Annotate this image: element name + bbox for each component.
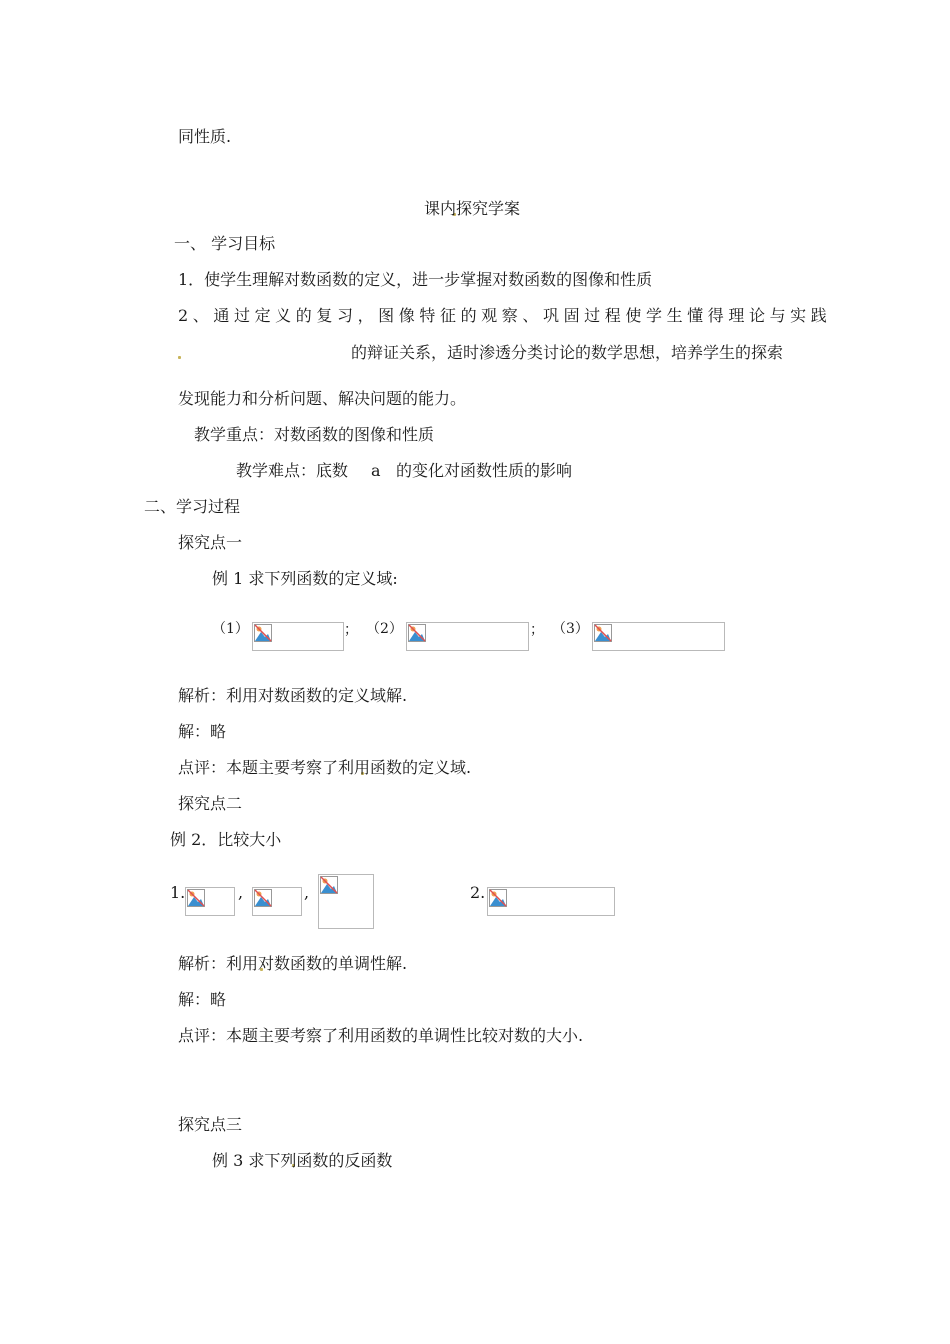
difficulty-variable: a (371, 461, 381, 480)
separator: ； (344, 622, 358, 638)
goal-item: 1．使学生理解对数函数的定义，进一步掌握对数函数的图像和性质 (178, 270, 653, 289)
subsection-title: 探究点一 (178, 533, 243, 552)
page-title: 课内探究学案 (424, 199, 521, 218)
solution: 解：略 (178, 990, 227, 1009)
item-label: （2） (366, 621, 403, 637)
separator: , (238, 883, 244, 902)
difficulty-label: 教学难点：底数 (236, 461, 349, 480)
stray-mark (178, 356, 181, 359)
goal-item: 2、通过定义的复习，图像特征的观察、巩固过程使学生懂得理论与实践 (178, 306, 832, 325)
example-heading: 例 2．比较大小 (170, 830, 282, 849)
formula-image (406, 622, 529, 651)
formula-image (252, 887, 302, 916)
broken-image-icon (187, 889, 205, 907)
solution: 解：略 (178, 722, 227, 741)
continued-text: 同性质. (178, 127, 232, 146)
broken-image-icon (320, 876, 338, 894)
comment: 点评：本题主要考察了利用函数的定义域. (178, 758, 472, 777)
analysis: 解析：利用对数函数的定义域解. (178, 686, 408, 705)
subsection-title: 探究点三 (178, 1115, 243, 1134)
formula-image (318, 874, 374, 929)
section-heading: 一、 学习目标 (174, 234, 276, 253)
section-heading: 二、学习过程 (144, 497, 241, 516)
broken-image-icon (254, 889, 272, 907)
separator: ； (530, 622, 544, 638)
item-label: 2. (470, 883, 486, 902)
example-heading: 例 3 求下列函数的反函数 (212, 1151, 393, 1170)
analysis: 解析：利用对数函数的单调性解. (178, 954, 408, 973)
item-label: （1） (212, 621, 249, 637)
key-point: 教学重点：对数函数的图像和性质 (194, 425, 435, 444)
formula-image (252, 622, 344, 651)
goal-item-continued: 的辩证关系，适时渗透分类讨论的数学思想，培养学生的探索 (351, 343, 784, 362)
comment: 点评：本题主要考察了利用函数的单调性比较对数的大小. (178, 1026, 584, 1045)
item-label: （3） (552, 621, 589, 637)
broken-image-icon (489, 889, 507, 907)
separator: , (304, 883, 310, 902)
broken-image-icon (254, 624, 272, 642)
broken-image-icon (408, 624, 426, 642)
formula-image (487, 887, 615, 916)
subsection-title: 探究点二 (178, 794, 243, 813)
example-heading: 例 1 求下列函数的定义域: (212, 569, 398, 588)
item-label: 1. (170, 883, 186, 902)
formula-image (592, 622, 725, 651)
goal-item-continued: 发现能力和分析问题、解决问题的能力。 (178, 389, 467, 408)
formula-image (185, 887, 235, 916)
difficulty-text: 的变化对函数性质的影响 (396, 461, 573, 480)
broken-image-icon (594, 624, 612, 642)
